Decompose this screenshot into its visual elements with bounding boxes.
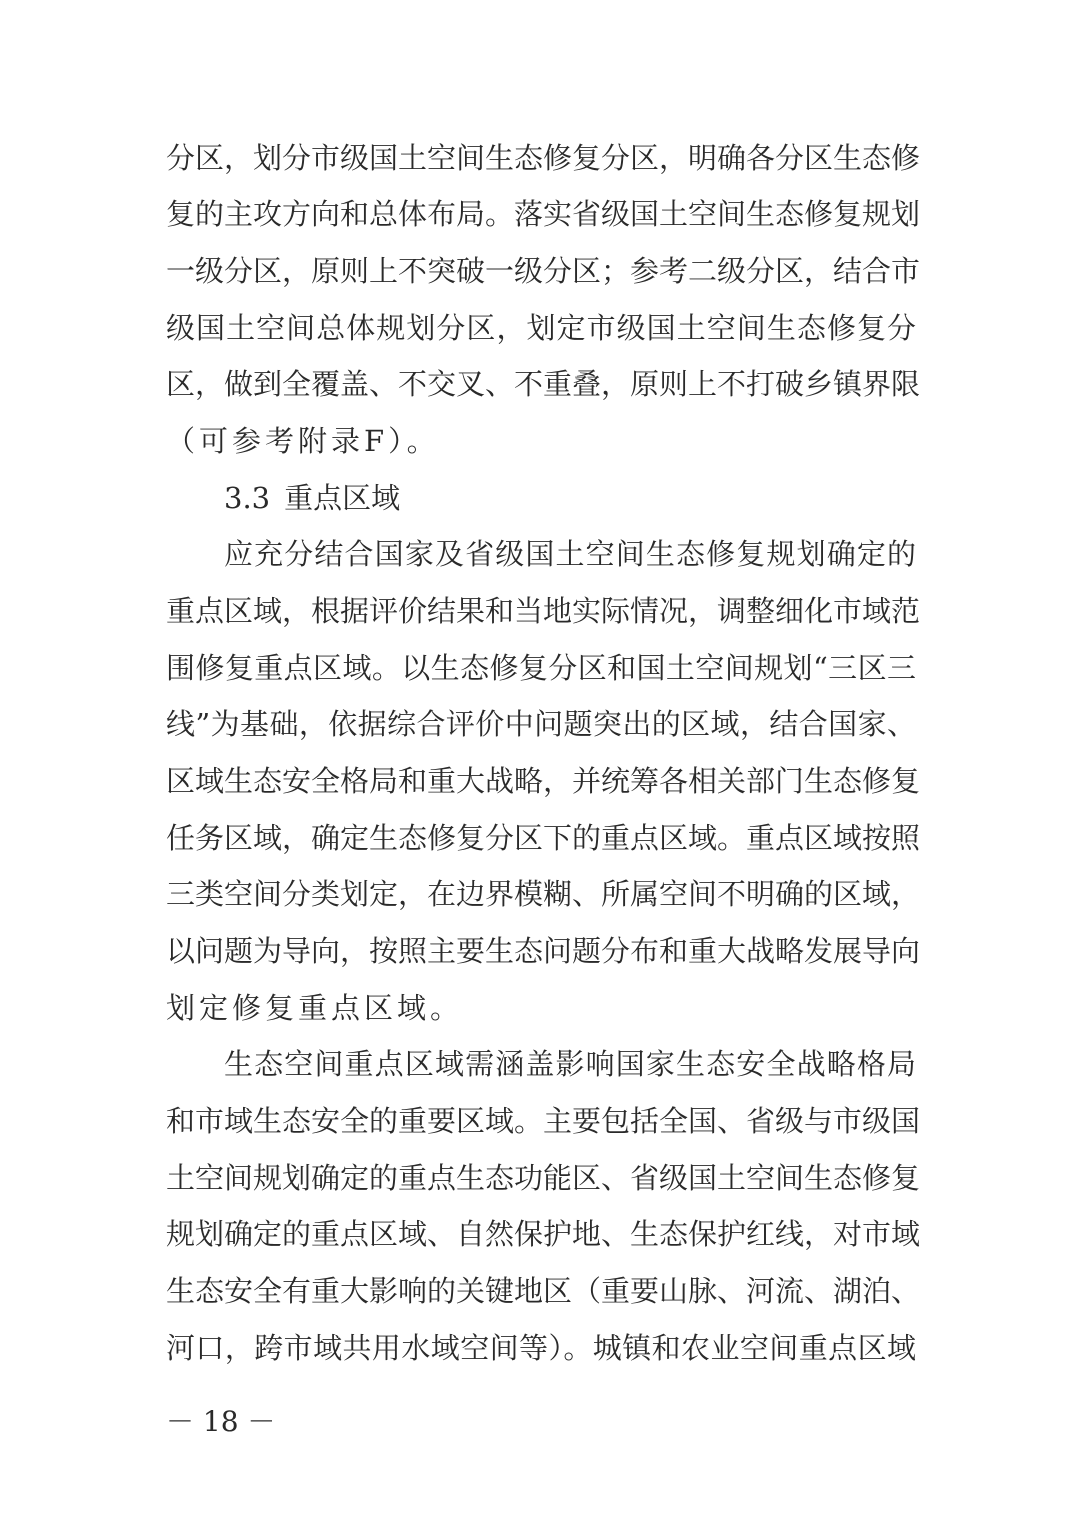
section-title: 重点区域	[284, 481, 401, 515]
text-line: 规划确定的重点区域、自然保护地、生态保护红线，对市域	[166, 1217, 921, 1251]
text-line: 重点区域，根据评价结果和当地实际情况，调整细化市域范	[166, 594, 921, 628]
text-line: 划定修复重点区域。	[166, 991, 464, 1025]
text-line: 土空间规划确定的重点生态功能区、省级国土空间生态修复	[166, 1161, 921, 1195]
text-line: 区，做到全覆盖、不交叉、不重叠，原则上不打破乡镇界限	[166, 367, 921, 401]
text-line: 分区，划分市级国土空间生态修复分区，明确各分区生态修	[166, 141, 921, 175]
text-line: 生态空间重点区域需涵盖影响国家生态安全战略格局	[224, 1047, 916, 1081]
text-line: 三类空间分类划定，在边界模糊、所属空间不明确的区域，	[166, 877, 921, 911]
text-line: 和市域生态安全的重要区域。主要包括全国、省级与市级国	[166, 1104, 921, 1138]
text-line: 级国土空间总体规划分区，划定市级国土空间生态修复分	[166, 311, 916, 345]
section-heading	[224, 472, 400, 524]
text-line: 复的主攻方向和总体布局。落实省级国土空间生态修复规划	[166, 197, 921, 231]
text-line: 以问题为导向，按照主要生态问题分布和重大战略发展导向	[166, 934, 921, 968]
text-line: 区域生态安全格局和重大战略，并统筹各相关部门生态修复	[166, 764, 921, 798]
text-line: 线”为基础，依据综合评价中问题突出的区域，结合国家、	[166, 707, 916, 741]
page-number: － 18 －	[166, 1405, 276, 1438]
text-line: 生态安全有重大影响的关键地区（重要山脉、河流、湖泊、	[166, 1274, 921, 1308]
text-line: （可参考附录F）。	[166, 424, 440, 458]
section-number: 3.3	[224, 481, 271, 515]
text-line: 围修复重点区域。以生态修复分区和国土空间规划“三区三	[166, 651, 916, 685]
text-line: 一级分区，原则上不突破一级分区；参考二级分区，结合市	[166, 254, 921, 288]
text-line: 应充分结合国家及省级国土空间生态修复规划确定的	[224, 537, 916, 571]
text-line: 任务区域，确定生态修复分区下的重点区域。重点区域按照	[166, 821, 921, 855]
text-line: 河口，跨市域共用水域空间等）。城镇和农业空间重点区域	[166, 1331, 916, 1365]
